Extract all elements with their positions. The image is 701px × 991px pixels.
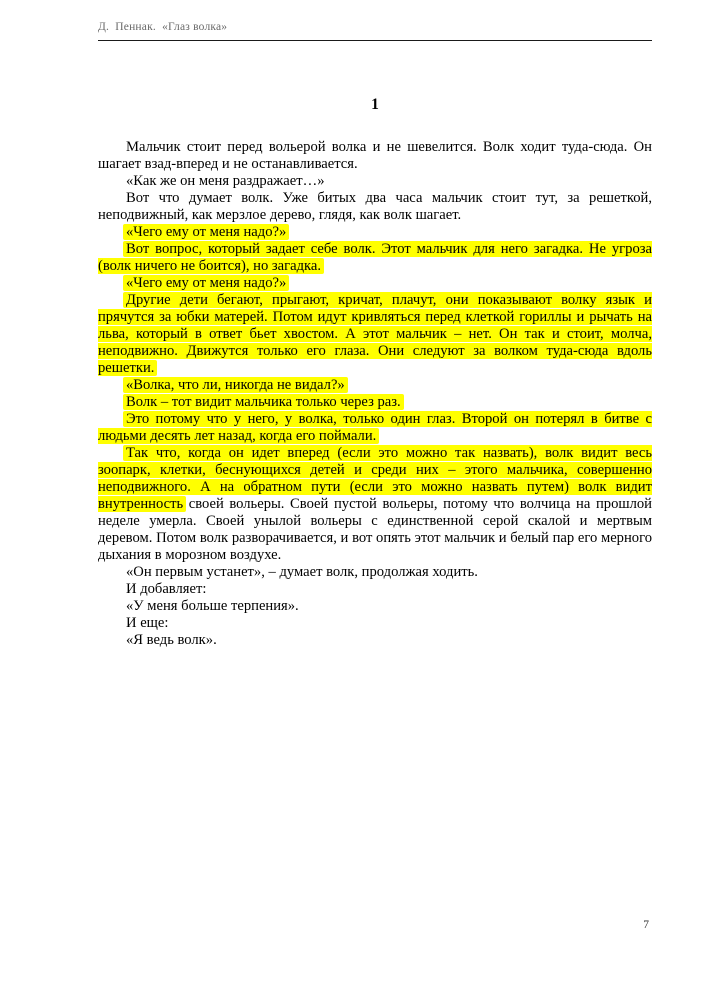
paragraph [98,615,652,632]
paragraph [98,564,652,581]
highlighted-text: «Чего ему от меня надо?» [123,224,289,240]
paragraph [98,394,652,411]
paragraph [98,411,652,445]
chapter-number: 1 [371,96,379,113]
running-header [98,21,652,41]
highlighted-text: Другие дети бегают, прыгают, кричат, плачут, они показывают волку язык и прячутся за юбки матерей. Потом идут кривляться перед клеткой гориллы и рычать на льва, который в ответ бьет хвостом. А этот мальчик – нет. Он так и стоит, молча, неподвижно. Движутся только его глаза. Они следуют за волком туда-сюда вдоль решетки. [98,292,652,376]
paragraph [98,275,652,292]
text-segment: «Как же он меня раздражает…» [126,173,325,189]
page-number: 7 [643,919,649,931]
body-text [98,139,652,649]
paragraph [98,598,652,615]
text-segment: Вот что думает волк. Уже битых два часа мальчик стоит тут, за решеткой, неподвижный, как мерзлое дерево, глядя, как волк шагает. [98,190,652,223]
highlighted-text: Это потому что у него, у волка, только один глаз. Второй он потерял в битве с людьми десять лет назад, когда его поймали. [98,411,652,444]
paragraph [98,581,652,598]
paragraph [98,292,652,377]
text-segment: Мальчик стоит перед вольерой волка и не шевелится. Волк ходит туда-сюда. Он шагает взад-вперед и не останавливается. [98,139,652,172]
text-segment: «У меня больше терпения». [126,598,299,614]
paragraph [98,241,652,275]
paragraph [98,173,652,190]
text-segment: И еще: [126,615,169,631]
paragraph [98,445,652,564]
highlighted-text: Так что, когда он идет вперед (если это можно так назвать), волк видит весь зоопарк, клетки, беснующихся детей и среди них – этого мальчика, совершенно неподвижного. А на обратном пути (если это можно назвать путем) волк видит внутренность [98,445,652,512]
paragraph [98,632,652,649]
paragraph [98,139,652,173]
text-segment: И добавляет: [126,581,207,597]
highlighted-text: «Чего ему от меня надо?» [123,275,289,291]
book-title-header: Д. Пеннак. «Глаз волка» [98,21,228,33]
paragraph [98,377,652,394]
text-segment: своей вольеры. Своей пустой вольеры, потому что волчица на прошлой неделе умерла. Своей унылой вольеры с единственной серой скалой и мертвым деревом. Потом волк разворачивается, и вот опять этот мальчик и белый пар его мерного дыхания в морозном воздухе. [98,496,652,563]
paragraph [98,224,652,241]
highlighted-text: «Волка, что ли, никогда не видал?» [123,377,348,393]
text-segment: «Я ведь волк». [126,632,217,648]
highlighted-text: Волк – тот видит мальчика только через раз. [123,394,404,410]
text-segment: «Он первым устанет», – думает волк, продолжая ходить. [126,564,478,580]
paragraph [98,190,652,224]
highlighted-text: Вот вопрос, который задает себе волк. Этот мальчик для него загадка. Не угроза (волк ничего не боится), но загадка. [98,241,652,274]
